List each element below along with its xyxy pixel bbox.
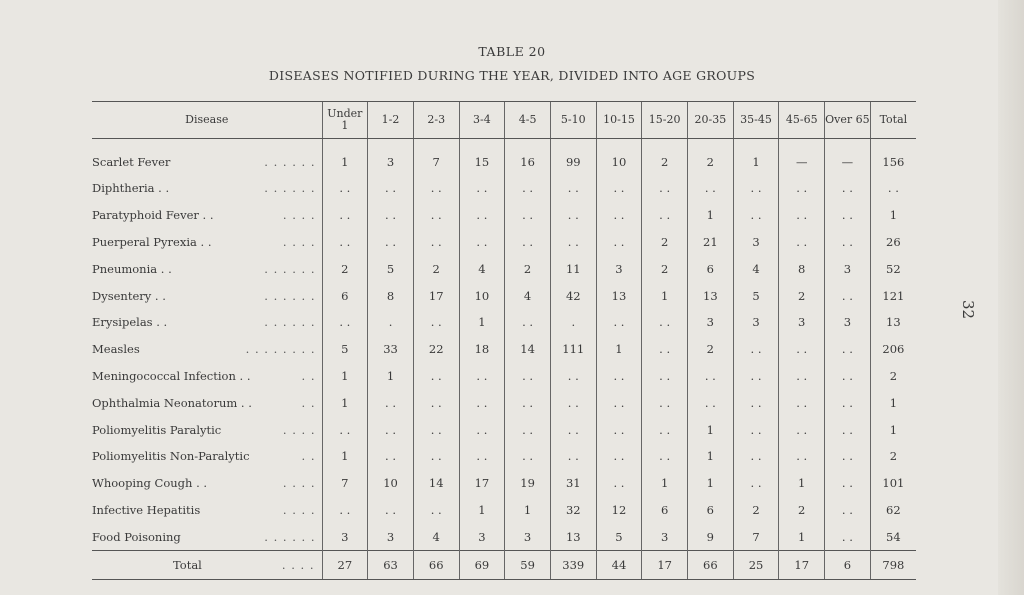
column-header: Over 65 [825,102,871,139]
value-cell: . . [596,175,642,202]
disease-cell [92,470,322,497]
value-cell: . . [413,309,459,336]
value-cell: . . [505,229,551,256]
disease-cell [92,416,322,443]
disease-name: Paratyphoid Fever . . [92,208,214,223]
value-cell: 2 [642,139,688,176]
value-cell: 156 [870,139,916,176]
leader-dots: . . . . . . [264,181,316,196]
table-row [92,497,916,524]
total-value-cell: 25 [733,551,779,580]
column-header: 4-5 [505,102,551,139]
value-cell: 1 [642,470,688,497]
table-row [92,336,916,363]
value-cell: . . [779,202,825,229]
value-cell: 3 [825,255,871,282]
value-cell: 1 [459,309,505,336]
value-cell: . . [825,282,871,309]
value-cell: 6 [642,497,688,524]
value-cell: . . [825,363,871,390]
total-value-cell: 66 [413,551,459,580]
value-cell: . . [459,416,505,443]
value-cell: . . [322,229,368,256]
value-cell: 33 [368,336,414,363]
value-cell: 2 [779,282,825,309]
value-cell: . . [870,175,916,202]
value-cell: 3 [459,523,505,550]
disease-name: Measles [92,342,140,357]
column-header: Total [870,102,916,139]
value-cell: 1 [322,443,368,470]
leader-dots: . . . . . . [264,155,316,169]
disease-cell [92,229,322,256]
disease-cell [92,175,322,202]
value-cell: 21 [688,229,734,256]
value-cell: 12 [596,497,642,524]
value-cell: . . [413,175,459,202]
value-cell: 2 [688,139,734,176]
value-cell: 3 [733,309,779,336]
leader-dots: . . . . [282,476,316,491]
table-row [92,416,916,443]
disease-cell [92,336,322,363]
value-cell: . . [550,363,596,390]
value-cell: 7 [322,470,368,497]
value-cell: . . [596,363,642,390]
disease-name: Pneumonia . . [92,261,172,276]
value-cell: . . [413,363,459,390]
value-cell: . . [505,363,551,390]
value-cell: 14 [413,470,459,497]
value-cell: 15 [459,139,505,176]
value-cell: 10 [459,282,505,309]
value-cell: . . [459,443,505,470]
value-cell: . . [459,389,505,416]
value-cell: 1 [779,470,825,497]
table-row [92,282,916,309]
value-cell: — [779,139,825,176]
total-row [92,551,916,580]
total-value-cell: 63 [368,551,414,580]
table-body [92,139,916,551]
value-cell: 10 [596,139,642,176]
value-cell: 32 [550,497,596,524]
value-cell: 1 [870,202,916,229]
leader-dots: . . . . [282,234,316,249]
value-cell: . . [825,416,871,443]
value-cell: . . [596,202,642,229]
value-cell: . . [368,443,414,470]
total-label-cell [92,551,322,580]
value-cell: . . [322,497,368,524]
value-cell: 1 [368,363,414,390]
value-cell: 3 [596,255,642,282]
value-cell: 1 [779,523,825,550]
value-cell: . . [505,416,551,443]
value-cell: . . [368,229,414,256]
disease-cell [92,255,322,282]
value-cell: . . [779,416,825,443]
value-cell: . . [322,175,368,202]
value-cell: . . [688,175,734,202]
value-cell: 1 [459,497,505,524]
value-cell: . [368,309,414,336]
total-value-cell: 59 [505,551,551,580]
leader-dots: . . . . . . [264,315,316,330]
value-cell: . [550,309,596,336]
value-cell: 1 [688,416,734,443]
value-cell: 6 [688,255,734,282]
column-header: 2-3 [413,102,459,139]
value-cell: 13 [688,282,734,309]
value-cell: 18 [459,336,505,363]
header-row [92,102,916,139]
value-cell: 26 [870,229,916,256]
column-header: Under 1 [322,102,368,139]
value-cell: 11 [550,255,596,282]
value-cell: 3 [368,523,414,550]
disease-name: Food Poisoning [92,529,181,544]
value-cell: 13 [870,309,916,336]
leader-dots: . . [301,449,316,464]
value-cell: 4 [459,255,505,282]
disease-cell [92,443,322,470]
disease-name: Poliomyelitis Paralytic [92,422,222,437]
disease-name: Poliomyelitis Non-Paralytic [92,449,250,464]
total-value-cell: 69 [459,551,505,580]
value-cell: 1 [688,202,734,229]
value-cell: . . [596,229,642,256]
value-cell: . . [413,443,459,470]
value-cell: . . [459,229,505,256]
value-cell: . . [596,389,642,416]
value-cell: . . [505,389,551,416]
value-cell: . . [368,175,414,202]
value-cell: 5 [368,255,414,282]
value-cell: 54 [870,523,916,550]
value-cell: . . [825,389,871,416]
value-cell: . . [825,336,871,363]
value-cell: . . [368,389,414,416]
value-cell: 1 [870,389,916,416]
column-header: 5-10 [550,102,596,139]
value-cell: 5 [733,282,779,309]
value-cell: 7 [733,523,779,550]
value-cell: . . [322,202,368,229]
value-cell: 6 [322,282,368,309]
value-cell: 1 [596,336,642,363]
leader-dots: . . . . . . [264,288,316,303]
value-cell: 10 [368,470,414,497]
disease-name: Whooping Cough . . [92,476,208,491]
value-cell: . . [733,336,779,363]
value-cell: 42 [550,282,596,309]
disease-name: Meningococcal Infection . . [92,368,251,383]
value-cell: 3 [779,309,825,336]
disease-name: Erysipelas . . [92,315,168,330]
column-header: 15-20 [642,102,688,139]
value-cell: . . [733,389,779,416]
table-header [92,102,916,139]
value-cell: 1 [870,416,916,443]
value-cell: . . [825,523,871,550]
table-row [92,175,916,202]
value-cell: . . [505,309,551,336]
value-cell: . . [642,336,688,363]
value-cell: . . [368,416,414,443]
table-row [92,202,916,229]
value-cell: . . [642,309,688,336]
leader-dots: . . . . [282,208,316,223]
leader-dots: . . . . [282,502,316,517]
leader-dots: . . . . [281,558,315,573]
table-footer [92,551,916,580]
table-row [92,470,916,497]
leader-dots: . . [301,395,316,410]
value-cell: . . [779,363,825,390]
value-cell: . . [550,389,596,416]
table-row [92,255,916,282]
value-cell: 4 [505,282,551,309]
value-cell: . . [733,202,779,229]
page-edge [998,0,1024,595]
value-cell: . . [779,336,825,363]
total-value-cell: 44 [596,551,642,580]
value-cell: 17 [459,470,505,497]
table-title: TABLE 20 [478,44,546,59]
value-cell: 3 [505,523,551,550]
value-cell: 1 [642,282,688,309]
value-cell: . . [368,497,414,524]
value-cell: . . [322,416,368,443]
value-cell: . . [688,363,734,390]
value-cell: 121 [870,282,916,309]
value-cell: . . [642,363,688,390]
value-cell: . . [596,443,642,470]
value-cell: . . [505,202,551,229]
value-cell: 2 [413,255,459,282]
value-cell: 1 [505,497,551,524]
value-cell: 4 [413,523,459,550]
value-cell: 101 [870,470,916,497]
disease-name: Scarlet Fever [92,155,171,169]
value-cell: . . [459,363,505,390]
table-subtitle: DISEASES NOTIFIED DURING THE YEAR, DIVIDED INTO AGE GROUPS [268,68,756,83]
value-cell: 52 [870,255,916,282]
disease-cell [92,363,322,390]
value-cell: . . [413,389,459,416]
value-cell: 3 [368,139,414,176]
disease-cell [92,497,322,524]
column-header: 20-35 [688,102,734,139]
value-cell: . . [550,443,596,470]
value-cell: 1 [322,139,368,176]
page-number: 32 [959,300,977,320]
value-cell: 4 [733,255,779,282]
value-cell: . . [733,416,779,443]
total-value-cell: 27 [322,551,368,580]
value-cell: 13 [550,523,596,550]
value-cell: 2 [322,255,368,282]
value-cell: — [825,139,871,176]
value-cell: . . [779,389,825,416]
table-row [92,139,916,176]
value-cell: . . [825,470,871,497]
value-cell: 14 [505,336,551,363]
value-cell: 1 [733,139,779,176]
total-value-cell: 17 [642,551,688,580]
value-cell: 3 [825,309,871,336]
value-cell: . . [596,470,642,497]
value-cell: 17 [413,282,459,309]
value-cell: 3 [642,523,688,550]
value-cell: . . [368,202,414,229]
value-cell: . . [642,202,688,229]
value-cell: 8 [368,282,414,309]
total-value-cell: 17 [779,551,825,580]
total-value-cell: 339 [550,551,596,580]
value-cell: 22 [413,336,459,363]
table-row [92,363,916,390]
value-cell: . . [642,443,688,470]
value-cell: 1 [322,363,368,390]
value-cell: . . [550,202,596,229]
value-cell: 2 [642,229,688,256]
column-header: 1-2 [368,102,414,139]
value-cell: . . [825,229,871,256]
value-cell: 9 [688,523,734,550]
value-cell: 99 [550,139,596,176]
disease-name: Infective Hepatitis [92,502,201,517]
leader-dots: . . . . . . [264,261,316,276]
value-cell: . . [779,175,825,202]
value-cell: 3 [688,309,734,336]
table-row [92,523,916,550]
value-cell: 2 [870,363,916,390]
value-cell: . . [413,497,459,524]
table-row [92,309,916,336]
value-cell: 8 [779,255,825,282]
value-cell: . . [459,202,505,229]
value-cell: . . [413,416,459,443]
value-cell: 2 [642,255,688,282]
value-cell: 1 [688,443,734,470]
value-cell: . . [642,389,688,416]
value-cell: . . [413,229,459,256]
value-cell: . . [779,229,825,256]
value-cell: 31 [550,470,596,497]
leader-dots: . . . . . . . . [245,342,316,357]
value-cell: . . [779,443,825,470]
value-cell: 6 [688,497,734,524]
disease-name: Dysentery . . [92,288,166,303]
total-value-cell: 798 [870,551,916,580]
value-cell: . . [505,443,551,470]
value-cell: . . [596,309,642,336]
column-header: 45-65 [779,102,825,139]
value-cell: 19 [505,470,551,497]
value-cell: . . [733,363,779,390]
disease-cell [92,523,322,550]
value-cell: . . [550,229,596,256]
value-cell: . . [733,175,779,202]
value-cell: 111 [550,336,596,363]
value-cell: 13 [596,282,642,309]
value-cell: 1 [322,389,368,416]
value-cell: 7 [413,139,459,176]
value-cell: . . [733,443,779,470]
column-header: 35-45 [733,102,779,139]
value-cell: . . [596,416,642,443]
value-cell: . . [322,309,368,336]
disease-cell [92,282,322,309]
leader-dots: . . . . [282,422,316,437]
disease-cell [92,309,322,336]
column-header: 10-15 [596,102,642,139]
value-cell: 5 [596,523,642,550]
value-cell: . . [459,175,505,202]
value-cell: 2 [779,497,825,524]
diseases-table [92,101,916,580]
value-cell: 62 [870,497,916,524]
value-cell: . . [825,497,871,524]
value-cell: . . [733,470,779,497]
value-cell: . . [825,202,871,229]
disease-name: Puerperal Pyrexia . . [92,234,212,249]
value-cell: . . [550,175,596,202]
table-row [92,389,916,416]
value-cell: . . [642,416,688,443]
value-cell: . . [550,416,596,443]
value-cell: . . [688,389,734,416]
value-cell: 2 [870,443,916,470]
leader-dots: . . [301,368,316,383]
total-value-cell: 66 [688,551,734,580]
value-cell: . . [825,443,871,470]
table-row [92,443,916,470]
value-cell: 2 [733,497,779,524]
value-cell: 5 [322,336,368,363]
leader-dots: . . . . . . [264,529,316,544]
value-cell: 1 [688,470,734,497]
disease-cell [92,139,322,176]
disease-name: Diphtheria . . [92,181,170,196]
value-cell: 206 [870,336,916,363]
value-cell: 2 [505,255,551,282]
value-cell: . . [825,175,871,202]
value-cell: . . [413,202,459,229]
column-header-disease: Disease [92,102,322,139]
disease-cell [92,389,322,416]
total-label: Total [173,558,202,573]
table-row [92,229,916,256]
value-cell: 16 [505,139,551,176]
total-value-cell: 6 [825,551,871,580]
column-header: 3-4 [459,102,505,139]
value-cell: 3 [733,229,779,256]
value-cell: . . [505,175,551,202]
disease-cell [92,202,322,229]
value-cell: 2 [688,336,734,363]
value-cell: . . [642,175,688,202]
disease-name: Ophthalmia Neonatorum . . [92,395,252,410]
value-cell: 3 [322,523,368,550]
